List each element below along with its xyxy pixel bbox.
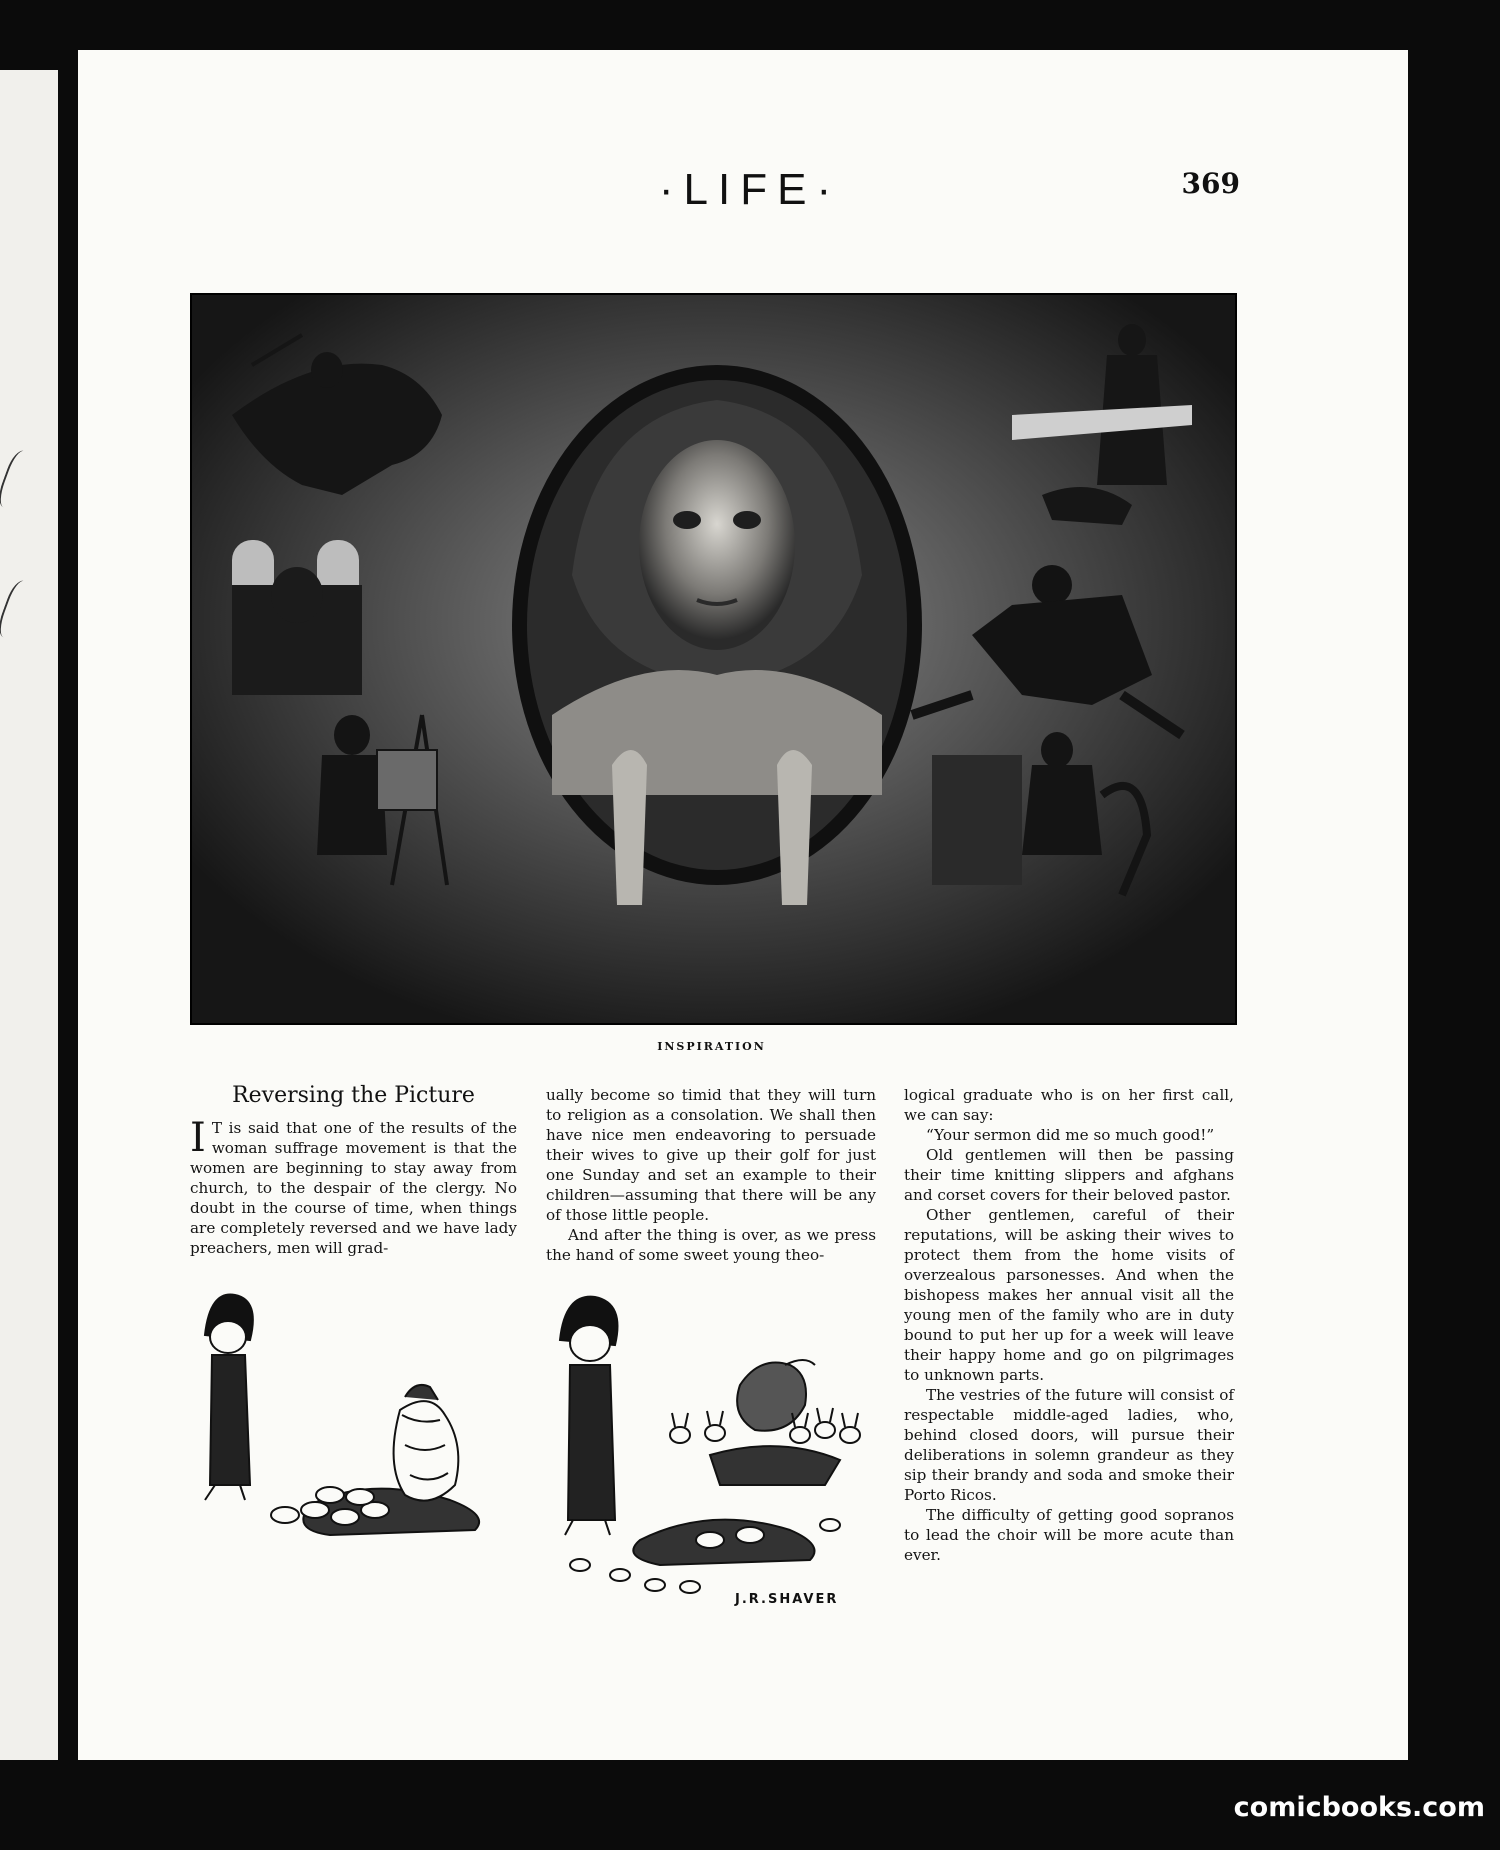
article-paragraph: And after the thing is over, as we press the hand of some sweet young theo- [546, 1226, 876, 1264]
drop-cap: I [190, 1115, 206, 1161]
cartoon-child-hen [190, 1285, 515, 1575]
article-paragraph: The difficulty of getting good sopranos to lead the choir will be more acute than ever. [904, 1506, 1234, 1564]
margin-scribble [0, 578, 38, 643]
article-paragraph: Other gentlemen, careful of their reputations, will be asking their wives to protect them from the home visits of overzealous parsonesses. And when the bishopess makes her annual visit all the young men of the family who are in duty bound to put her up for a week will leave their happy home and go on pilgrimages to unknown parts. [904, 1206, 1234, 1384]
illustration-caption: INSPIRATION [657, 1040, 766, 1053]
article-paragraph: The vestries of the future will consist of respectable middle-aged ladies, who, behind closed doors, will pursue their deliberations in solemn grandeur as they sip their brandy and soda and smoke their Porto Ricos. [904, 1386, 1234, 1504]
running-head: ·LIFE· [658, 165, 842, 214]
article-paragraph: Old gentlemen will then be passing their time knitting slippers and afghans and corset covers for their beloved pastor. [904, 1146, 1234, 1204]
illustration-drawing [192, 295, 1235, 1023]
article-paragraph: I T is said that one of the results of the woman suffrage movement is that the women are beginning to stay away from church, to the despair of the clergy. No doubt in the course of time, when things are completely reversed and we have lady preachers, men will grad- [190, 1115, 517, 1257]
page-number: 369 [1181, 167, 1240, 200]
article-column-3 [904, 1085, 1234, 1565]
cartoon-child-rabbits [540, 1285, 885, 1615]
article-paragraph: logical graduate who is on her first call, we can say: [904, 1086, 1234, 1124]
cartoon-drawing [190, 1285, 515, 1575]
site-watermark: comicbooks.com [1233, 1792, 1485, 1823]
article-paragraph: ually become so timid that they will turn to religion as a consolation. We shall then have nice men endeavoring to persuade their wives to give up their golf for just one Sunday and set an example to their children—assuming that there will be any of those little people. [546, 1086, 876, 1224]
left-page-edge [0, 70, 58, 1760]
article-column-2 [546, 1085, 876, 1265]
cartoon-drawing [540, 1285, 885, 1615]
margin-scribble [0, 448, 38, 513]
cartoon-signature: J.R.SHAVER [735, 1592, 839, 1607]
article-title: Reversing the Picture [232, 1083, 475, 1108]
article-column-1 [190, 1115, 517, 1258]
article-paragraph: “Your sermon did me so much good!” [926, 1126, 1215, 1144]
inspiration-illustration [190, 293, 1237, 1025]
